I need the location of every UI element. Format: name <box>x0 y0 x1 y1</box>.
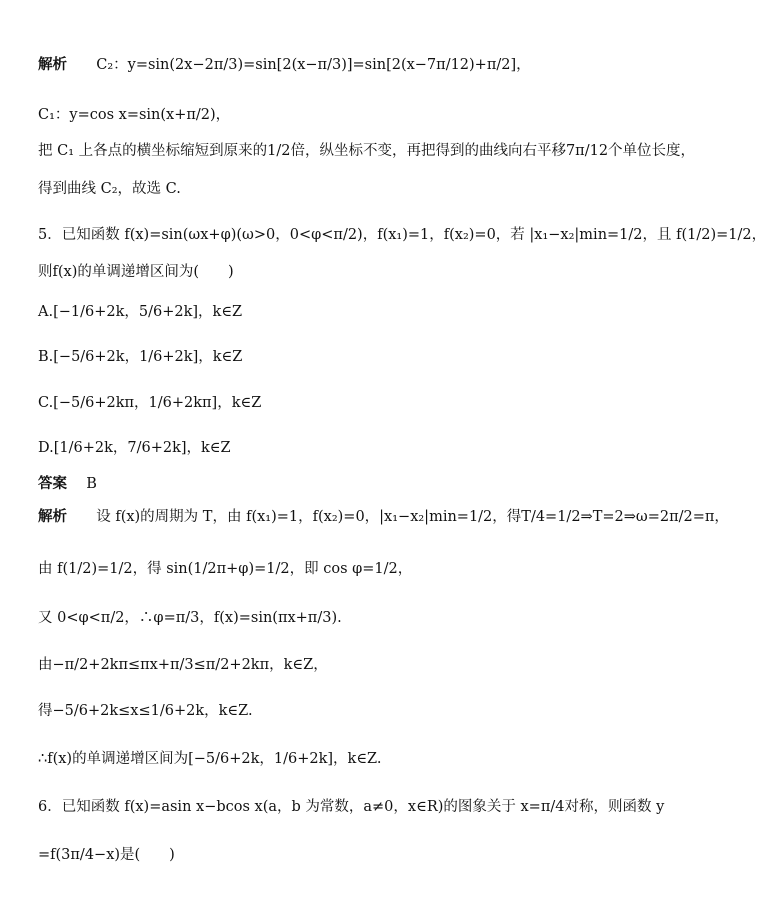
option-a <box>38 305 242 320</box>
question-6-stem <box>38 800 664 815</box>
text-content: 由 f(1/2)=1/2，得 sin(1/2π+φ)=1/2，即 cos φ=1/2， <box>38 561 413 577</box>
solution-line-c2 <box>38 58 531 73</box>
text-content: 6．已知函数 f(x)=asin x−bcos x(a，b 为常数，a≠0，x∈R)的图象关于 x=π/4对称，则函数 y <box>38 799 665 815</box>
text-content: =f(3π/4−x)是( ) <box>38 847 175 863</box>
jiexi-label: 解析 <box>38 57 67 73</box>
text-content: 5．已知函数 f(x)=sin(ωx+φ)(ω>0，0<φ<π/2)，f(x₁)=1，f(x₂)=0，若 |x₁−x₂|min=1/2，且 f(1/2)=1/2， <box>38 227 766 243</box>
jiexi-label: 解析 <box>38 509 67 525</box>
analysis-line-function <box>38 611 342 626</box>
solution-line-conclusion <box>38 182 181 197</box>
question-6-continuation <box>38 848 175 863</box>
question-5-stem <box>38 228 766 243</box>
solution-line-c1 <box>38 108 230 123</box>
option-b <box>38 350 242 365</box>
text-content: D.[1/6+2k，7/6+2k]，k∈Z <box>38 440 231 456</box>
question-5-prompt <box>38 265 234 280</box>
text-content: ∴f(x)的单调递增区间为[−5/6+2k，1/6+2k]，k∈Z. <box>38 751 382 767</box>
text-content: C.[−5/6+2kπ，1/6+2kπ]，k∈Z <box>38 395 262 411</box>
analysis-line-period <box>38 510 729 525</box>
text-content: 又 0<φ<π/2，∴φ=π/3，f(x)=sin(πx+π/3). <box>38 610 342 626</box>
answer-line <box>38 477 97 492</box>
text-content: 得−5/6+2k≤x≤1/6+2k，k∈Z. <box>38 703 253 719</box>
analysis-line-inequality <box>38 658 328 673</box>
text-content: B.[−5/6+2k，1/6+2k]，k∈Z <box>38 349 243 365</box>
text-content: 得到曲线 C₂，故选 C. <box>38 181 181 197</box>
text-content: 则f(x)的单调递增区间为( ) <box>38 264 234 280</box>
solution-line-transform <box>38 144 695 159</box>
analysis-line-phi <box>38 562 412 577</box>
text-content: C₂：y=sin(2x−2π/3)=sin[2(x−π/3)]=sin[2(x−7π/12)+π/2]， <box>96 57 531 73</box>
analysis-line-result <box>38 752 382 767</box>
analysis-line-interval <box>38 704 253 719</box>
text-content: A.[−1/6+2k，5/6+2k]，k∈Z <box>38 304 243 320</box>
answer-value: B <box>86 476 97 492</box>
answer-label: 答案 <box>38 476 67 492</box>
text-content: 把 C₁ 上各点的横坐标缩短到原来的1/2倍，纵坐标不变，再把得到的曲线向右平移7π/12个单位长度， <box>38 143 696 159</box>
text-content: C₁：y=cos x=sin(x+π/2)， <box>38 107 231 123</box>
option-d <box>38 441 231 456</box>
text-content: 设 f(x)的周期为 T，由 f(x₁)=1，f(x₂)=0，|x₁−x₂|min=1/2，得T/4=1/2⇒T=2⇒ω=2π/2=π， <box>96 509 729 525</box>
text-content: 由−π/2+2kπ≤πx+π/3≤π/2+2kπ，k∈Z， <box>38 657 328 673</box>
option-c <box>38 396 261 411</box>
